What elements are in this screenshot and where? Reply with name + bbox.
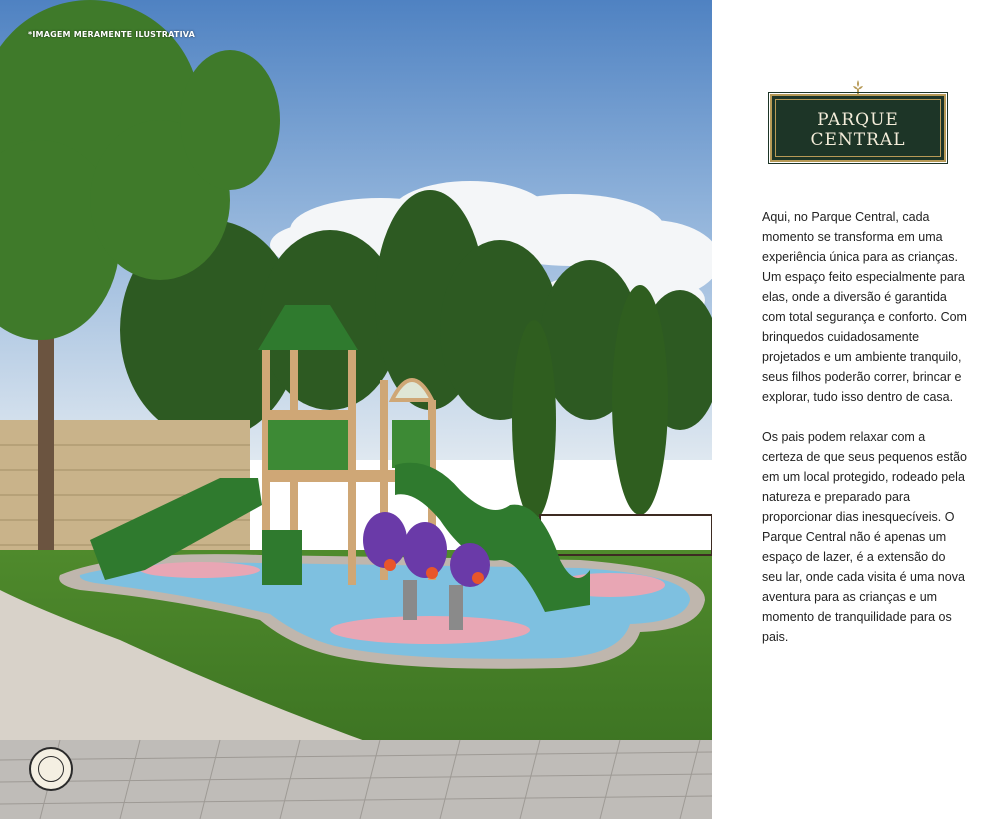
seal-inner-ring [38,756,64,782]
paragraph-1: Aqui, no Parque Central, cada momento se transforma em uma experiência única para as crianças. Um espaço feito especialmente para elas, onde a diversão é garantida com total segurança e conforto. Com brinquedos cuidadosamente projetados e um ambiente tranquilo, seus filhos poderão correr, brincar e explorar, tudo isso dentro de casa. [762,210,967,404]
fence [540,515,712,555]
title-line-1: PARQUE [817,110,899,130]
title-line-2: CENTRAL [810,130,906,150]
paver-path [0,740,712,819]
title-badge [770,94,946,162]
illustrative-disclaimer: *IMAGEM MERAMENTE ILUSTRATIVA [28,30,196,39]
surface-ring [330,616,530,644]
description-panel [712,0,1000,819]
residential-seal-icon [29,747,73,791]
paragraph-2: Os pais podem relaxar com a certeza de que seus pequenos estão em um local protegido, rodeado pela natureza e preparado para proporcionar dias inesquecíveis. O Parque Central não é apenas um espaço de lazer, é a extensão do seu lar, onde cada visita é uma nova aventura para as crianças e um momento de tranquilidade para os pais. [762,430,968,644]
surface-pink-zone [140,562,260,578]
description-text [762,207,967,667]
